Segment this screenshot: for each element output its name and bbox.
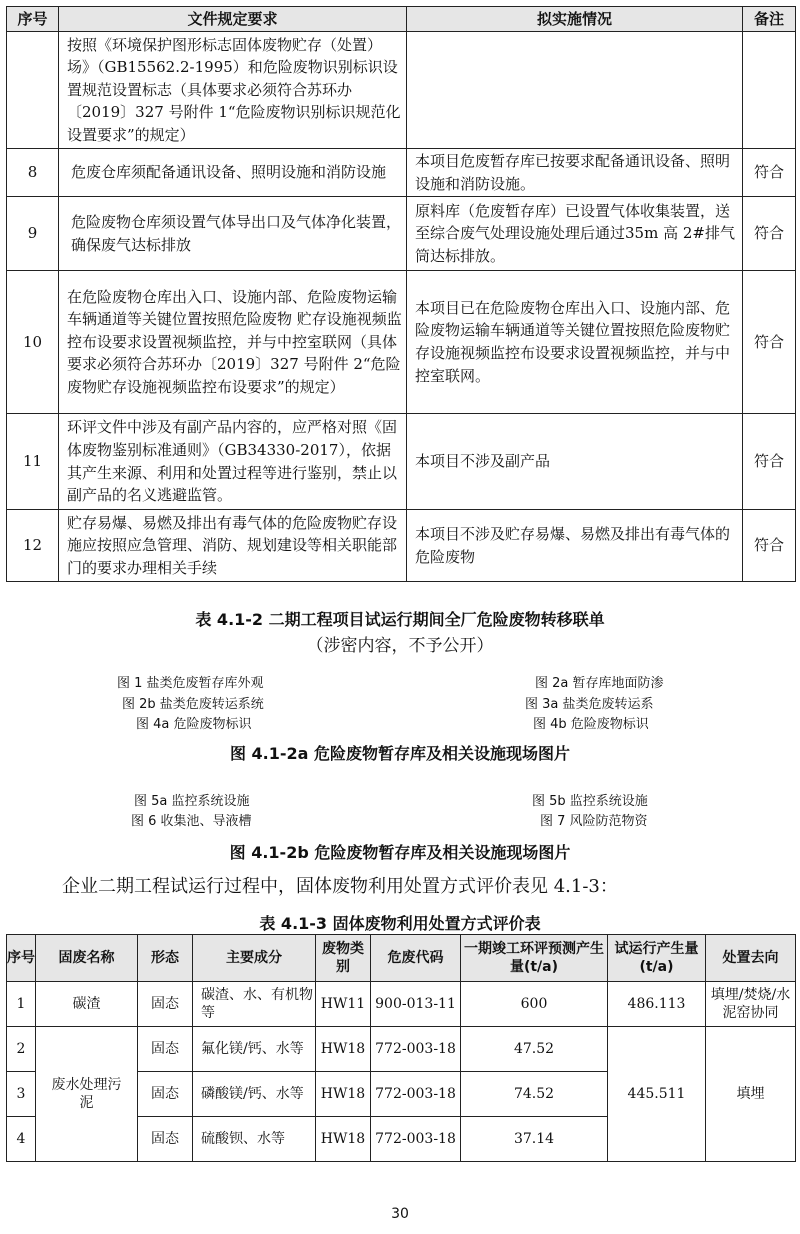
- table-row: [7, 32, 796, 149]
- row-implementation: 本项目不涉及贮存易爆、易燃及排出有毒气体的危险废物: [407, 510, 743, 582]
- row-no: 11: [7, 414, 59, 510]
- cell-predicted: 74.52: [461, 1072, 608, 1117]
- cell-components: 磷酸镁/钙、水等: [193, 1072, 316, 1117]
- cell-components: 碳渣、水、有机物等: [193, 982, 316, 1027]
- cell-form: 固态: [138, 1117, 193, 1162]
- row-no: 10: [7, 271, 59, 414]
- cell-trial: 445.511: [608, 1027, 706, 1162]
- row-requirement: 按照《环境保护图形标志固体废物贮存（处置）场》（GB15562.2-1995）和危险废物识别标识设置规范设置标志（具体要求必须符合苏环办〔2019〕327 号附件 1“危险废物识别标识规范化设置要求”的规定）: [59, 32, 407, 149]
- table-header-row: [7, 7, 796, 32]
- row-requirement: 危废仓库须配备通讯设备、照明设施和消防设施: [59, 149, 407, 197]
- header-disposal: 处置去向: [706, 935, 796, 982]
- row-requirement: 在危险废物仓库出入口、设施内部、危险废物运输车辆通道等关键位置按照危险废物 贮存设施视频监控布设要求设置视频监控，并与中控室联网（具体要求必须符合苏环办〔2019〕327 号附件 2“危险废物贮存设施视频监控布设要求”的规定）: [59, 271, 407, 414]
- row-remark: 符合: [743, 414, 796, 510]
- row-implementation: [407, 32, 743, 149]
- cell-components: 硫酸钡、水等: [193, 1117, 316, 1162]
- figure-caption-a: 图 4.1-2a 危险废物暂存库及相关设施现场图片: [229, 744, 571, 763]
- row-implementation: 本项目已在危险废物仓库出入口、设施内部、危险废物运输车辆通道等关键位置按照危险废物贮存设施视频监控布设要求设置视频监控，并与中控室联网。: [407, 271, 743, 414]
- body-paragraph: 企业二期工程试运行过程中，固体废物利用处置方式评价表见 4.1-3：: [62, 876, 618, 897]
- header-components: 主要成分: [193, 935, 316, 982]
- row-no: 8: [7, 149, 59, 197]
- header-trial: 试运行产生量(t/a): [608, 935, 706, 982]
- table-header-row: [7, 935, 796, 982]
- row-no: [7, 32, 59, 149]
- header-category: 废物类别: [316, 935, 371, 982]
- figure-label: 图 1 盐类危废暂存库外观: [117, 676, 264, 691]
- cell-name: 废水处理污泥: [36, 1027, 138, 1162]
- figure-label: 图 3a 盐类危废转运系: [525, 697, 654, 712]
- cell-category: HW18: [316, 1117, 371, 1162]
- row-implementation: 本项目不涉及副产品: [407, 414, 743, 510]
- cell-form: 固态: [138, 982, 193, 1027]
- figure-label: 图 7 风险防范物资: [540, 814, 648, 829]
- cell-predicted: 47.52: [461, 1027, 608, 1072]
- header-name: 固废名称: [36, 935, 138, 982]
- figure-label: 图 4a 危险废物标识: [136, 717, 252, 732]
- row-implementation: 原料库（危废暂存库）已设置气体收集装置，送至综合废气处理设施处理后通过35m 高 2#排气筒达标排放。: [407, 197, 743, 271]
- header-form: 形态: [138, 935, 193, 982]
- figure-label: 图 5b 监控系统设施: [532, 794, 648, 809]
- row-requirement: 环评文件中涉及有副产品内容的，应严格对照《固体废物鉴别标准通则》（GB34330-2017），依据其产生来源、利用和处置过程等进行鉴别，禁止以副产品的名义逃避监管。: [59, 414, 407, 510]
- cell-trial: 486.113: [608, 982, 706, 1027]
- row-no: 9: [7, 197, 59, 271]
- row-no: 12: [7, 510, 59, 582]
- compliance-table: [6, 6, 796, 582]
- figure-label: 图 6 收集池、导液槽: [131, 814, 252, 829]
- row-remark: 符合: [743, 271, 796, 414]
- cell-components: 氟化镁/钙、水等: [193, 1027, 316, 1072]
- table-caption-4-1-2: 表 4.1-2 二期工程项目试运行期间全厂危险废物转移联单: [195, 610, 605, 629]
- table-row: [7, 271, 796, 414]
- header-implementation: 拟实施情况: [407, 7, 743, 32]
- cell-category: HW11: [316, 982, 371, 1027]
- row-remark: [743, 32, 796, 149]
- figure-label: 图 4b 危险废物标识: [533, 717, 649, 732]
- cell-code: 772-003-18: [371, 1072, 461, 1117]
- header-remark: 备注: [743, 7, 796, 32]
- page-number: 30: [391, 1206, 409, 1222]
- row-remark: 符合: [743, 197, 796, 271]
- header-code: 危废代码: [371, 935, 461, 982]
- cell-disposal: 填埋: [706, 1027, 796, 1162]
- table-row: [7, 510, 796, 582]
- table-row: [7, 197, 796, 271]
- cell-code: 772-003-18: [371, 1027, 461, 1072]
- cell-predicted: 600: [461, 982, 608, 1027]
- figure-label: 图 2b 盐类危废转运系统: [122, 697, 264, 712]
- figure-label: 图 5a 监控系统设施: [134, 794, 250, 809]
- row-remark: 符合: [743, 149, 796, 197]
- cell-category: HW18: [316, 1027, 371, 1072]
- header-requirement: 文件规定要求: [59, 7, 407, 32]
- cell-no: 2: [7, 1027, 36, 1072]
- table-row: [7, 149, 796, 197]
- table-row: [7, 982, 796, 1027]
- cell-disposal: 填埋/焚烧/水泥窑协同: [706, 982, 796, 1027]
- cell-code: 900-013-11: [371, 982, 461, 1027]
- disposal-evaluation-table: [6, 934, 796, 1162]
- row-remark: 符合: [743, 510, 796, 582]
- header-no: 序号: [7, 7, 59, 32]
- cell-predicted: 37.14: [461, 1117, 608, 1162]
- confidential-note: （涉密内容，不予公开）: [306, 636, 494, 656]
- cell-code: 772-003-18: [371, 1117, 461, 1162]
- cell-name: 碳渣: [36, 982, 138, 1027]
- header-no: 序号: [7, 935, 36, 982]
- figure-caption-b: 图 4.1-2b 危险废物暂存库及相关设施现场图片: [229, 843, 571, 862]
- cell-no: 1: [7, 982, 36, 1027]
- cell-no: 3: [7, 1072, 36, 1117]
- row-implementation: 本项目危废暂存库已按要求配备通讯设备、照明设施和消防设施。: [407, 149, 743, 197]
- table-row: [7, 414, 796, 510]
- cell-no: 4: [7, 1117, 36, 1162]
- cell-form: 固态: [138, 1027, 193, 1072]
- row-requirement: 危险废物仓库须设置气体导出口及气体净化装置，确保废气达标排放: [59, 197, 407, 271]
- table-row: [7, 1027, 796, 1072]
- cell-category: HW18: [316, 1072, 371, 1117]
- table-caption-4-1-3: 表 4.1-3 固体废物利用处置方式评价表: [259, 914, 541, 933]
- cell-form: 固态: [138, 1072, 193, 1117]
- header-predicted: 一期竣工环评预测产生量(t/a): [461, 935, 608, 982]
- row-requirement: 贮存易爆、易燃及排出有毒气体的危险废物贮存设施应按照应急管理、消防、规划建设等相关职能部门的要求办理相关手续: [59, 510, 407, 582]
- figure-label: 图 2a 暂存库地面防渗: [535, 676, 664, 691]
